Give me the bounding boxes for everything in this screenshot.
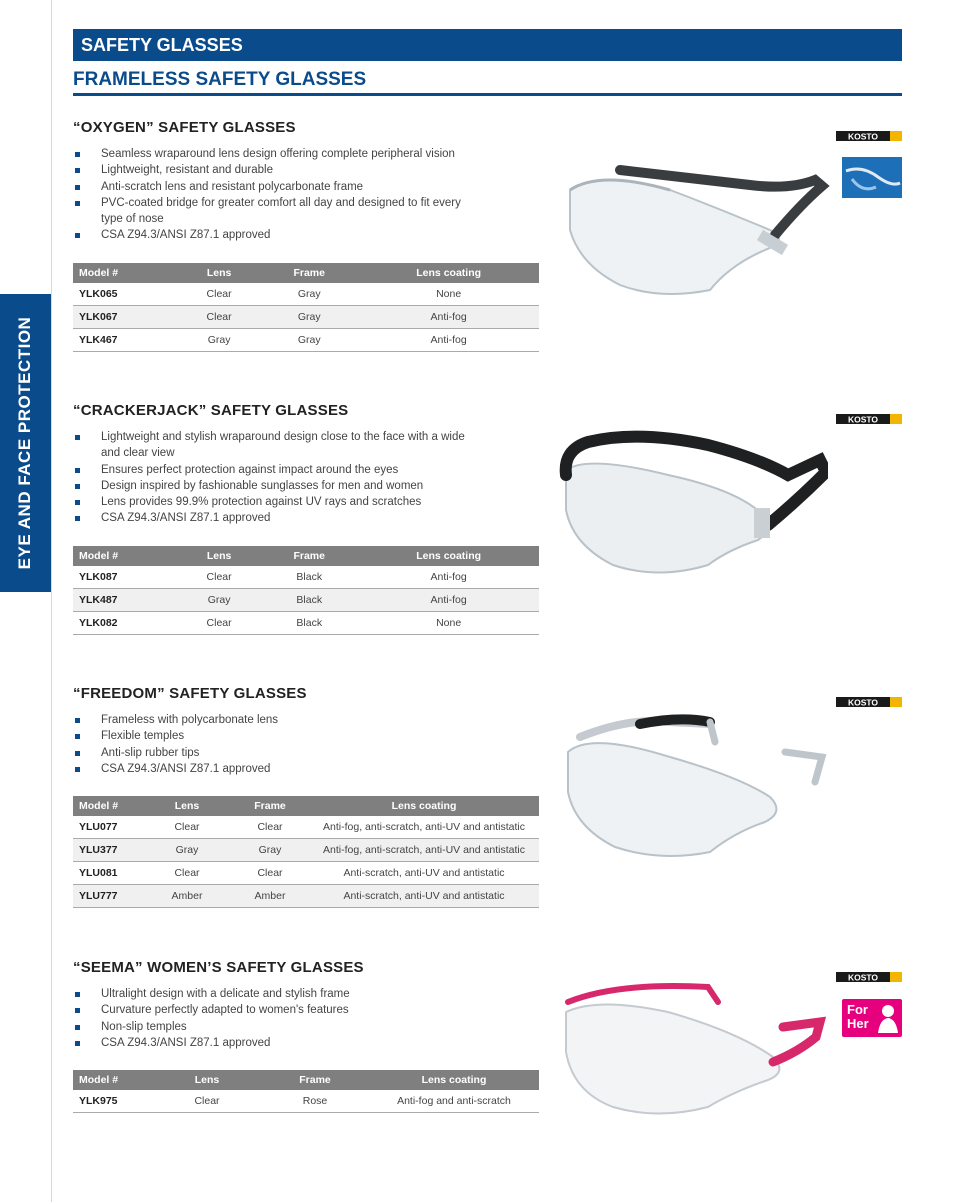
- cell-lens: Clear: [178, 612, 260, 635]
- column-header-model: Model #: [73, 263, 178, 283]
- column-header-coating: Lens coating: [369, 1070, 539, 1090]
- kosto-logo-text: KOSTO: [847, 131, 879, 141]
- feature-item: PVC-coated bridge for greater comfort all day and designed to fit every type of nose: [73, 195, 483, 228]
- column-header-model: Model #: [73, 796, 143, 816]
- product-title: “OXYGEN” SAFETY GLASSES: [73, 119, 296, 136]
- feature-item: Anti-slip rubber tips: [73, 745, 483, 761]
- sidebar: [0, 0, 52, 1202]
- table-row: [73, 839, 539, 862]
- column-header-lens: Lens: [178, 263, 260, 283]
- feature-item: CSA Z94.3/ANSI Z87.1 approved: [73, 227, 483, 243]
- feature-item: Ensures perfect protection against impact around the eyes: [73, 462, 473, 478]
- column-header-frame: Frame: [260, 546, 358, 566]
- cell-model: YLK975: [73, 1090, 153, 1113]
- woman-silhouette-icon: [876, 1003, 898, 1033]
- feature-list: [73, 429, 473, 527]
- sidebar-section-label: EYE AND FACE PROTECTION: [15, 316, 34, 570]
- cell-frame: Black: [260, 612, 358, 635]
- column-header-model: Model #: [73, 546, 178, 566]
- spec-table: [73, 263, 539, 352]
- cell-frame: Gray: [260, 283, 358, 306]
- spec-table: [73, 546, 539, 635]
- table-row: [73, 589, 539, 612]
- cell-frame: Gray: [260, 306, 358, 329]
- cell-lens: Gray: [143, 839, 231, 862]
- feature-item: Design inspired by fashionable sunglasses for men and women: [73, 478, 473, 494]
- feature-item: Ultralight design with a delicate and stylish frame: [73, 986, 483, 1002]
- table-header-row: [73, 546, 539, 566]
- column-header-frame: Frame: [231, 796, 309, 816]
- cell-model: YLK087: [73, 566, 178, 589]
- cell-model: YLU777: [73, 885, 143, 908]
- column-header-lens: Lens: [178, 546, 260, 566]
- cell-model: YLK467: [73, 329, 178, 352]
- table-header-row: [73, 796, 539, 816]
- cell-frame: Clear: [231, 816, 309, 839]
- crackerjack-glasses-image: [558, 430, 828, 580]
- cell-coating: Anti-scratch, anti-UV and antistatic: [309, 862, 539, 885]
- table-row: [73, 1090, 539, 1113]
- column-header-coating: Lens coating: [358, 263, 539, 283]
- product-title: “CRACKERJACK” SAFETY GLASSES: [73, 402, 349, 419]
- table-row: [73, 816, 539, 839]
- kosto-logo: [836, 414, 902, 424]
- wraparound-lens-icon: [842, 157, 902, 198]
- product-title: “SEEMA” WOMEN’S SAFETY GLASSES: [73, 959, 364, 976]
- kosto-logo: [836, 972, 902, 982]
- cell-coating: Anti-fog: [358, 566, 539, 589]
- cell-lens: Gray: [178, 589, 260, 612]
- feature-item: Lens provides 99.9% protection against UV rays and scratches: [73, 494, 473, 510]
- cell-coating: Anti-fog, anti-scratch, anti-UV and antistatic: [309, 816, 539, 839]
- for-her-label: For Her: [847, 1002, 869, 1031]
- cell-frame: Gray: [231, 839, 309, 862]
- spec-table: [73, 1070, 539, 1113]
- feature-item: CSA Z94.3/ANSI Z87.1 approved: [73, 761, 483, 777]
- feature-item: Lightweight, resistant and durable: [73, 162, 483, 178]
- cell-model: YLU081: [73, 862, 143, 885]
- cell-frame: Gray: [260, 329, 358, 352]
- feature-item: Non-slip temples: [73, 1019, 483, 1035]
- cell-lens: Gray: [178, 329, 260, 352]
- cell-lens: Clear: [178, 283, 260, 306]
- cell-model: YLK067: [73, 306, 178, 329]
- cell-model: YLK082: [73, 612, 178, 635]
- cell-coating: None: [358, 283, 539, 306]
- oxygen-glasses-image: [560, 160, 830, 300]
- page-subtitle: FRAMELESS SAFETY GLASSES: [73, 66, 902, 96]
- cell-model: YLK487: [73, 589, 178, 612]
- table-header-row: [73, 263, 539, 283]
- feature-item: Flexible temples: [73, 728, 483, 744]
- table-row: [73, 566, 539, 589]
- feature-item: CSA Z94.3/ANSI Z87.1 approved: [73, 1035, 483, 1051]
- feature-item: Curvature perfectly adapted to women's features: [73, 1002, 483, 1018]
- cell-model: YLU077: [73, 816, 143, 839]
- feature-item: Frameless with polycarbonate lens: [73, 712, 483, 728]
- table-row: [73, 885, 539, 908]
- cell-coating: Anti-fog: [358, 329, 539, 352]
- freedom-glasses-image: [560, 712, 830, 862]
- cell-model: YLK065: [73, 283, 178, 306]
- cell-lens: Clear: [178, 566, 260, 589]
- seema-glasses-image: [558, 982, 828, 1122]
- cell-coating: Anti-fog: [358, 589, 539, 612]
- cell-frame: Clear: [231, 862, 309, 885]
- feature-item: CSA Z94.3/ANSI Z87.1 approved: [73, 510, 473, 526]
- cell-coating: Anti-fog and anti-scratch: [369, 1090, 539, 1113]
- cell-lens: Clear: [153, 1090, 261, 1113]
- column-header-frame: Frame: [261, 1070, 369, 1090]
- cell-lens: Amber: [143, 885, 231, 908]
- spec-table: [73, 796, 539, 908]
- feature-item: Seamless wraparound lens design offering complete peripheral vision: [73, 146, 483, 162]
- cell-frame: Rose: [261, 1090, 369, 1113]
- cell-model: YLU377: [73, 839, 143, 862]
- column-header-coating: Lens coating: [358, 546, 539, 566]
- cell-coating: Anti-fog: [358, 306, 539, 329]
- column-header-coating: Lens coating: [309, 796, 539, 816]
- feature-list: [73, 146, 483, 244]
- sidebar-section-tab: [0, 294, 51, 592]
- kosto-logo-text: KOSTO: [847, 697, 879, 707]
- feature-item: Lightweight and stylish wraparound design close to the face with a wide and clear view: [73, 429, 473, 462]
- table-header-row: [73, 1070, 539, 1090]
- table-row: [73, 329, 539, 352]
- cell-coating: Anti-fog, anti-scratch, anti-UV and antistatic: [309, 839, 539, 862]
- column-header-lens: Lens: [143, 796, 231, 816]
- kosto-logo-text: KOSTO: [847, 414, 879, 424]
- table-row: [73, 612, 539, 635]
- feature-list: [73, 712, 483, 777]
- cell-lens: Clear: [143, 816, 231, 839]
- column-header-model: Model #: [73, 1070, 153, 1090]
- kosto-logo: [836, 697, 902, 707]
- cell-lens: Clear: [178, 306, 260, 329]
- column-header-frame: Frame: [260, 263, 358, 283]
- table-row: [73, 862, 539, 885]
- section-banner: SAFETY GLASSES: [73, 29, 902, 61]
- cell-lens: Clear: [143, 862, 231, 885]
- for-her-badge: [842, 999, 902, 1037]
- cell-coating: None: [358, 612, 539, 635]
- feature-item: Anti-scratch lens and resistant polycarbonate frame: [73, 179, 483, 195]
- kosto-logo: [836, 131, 902, 141]
- cell-frame: Amber: [231, 885, 309, 908]
- table-row: [73, 283, 539, 306]
- feature-list: [73, 986, 483, 1051]
- cell-frame: Black: [260, 589, 358, 612]
- kosto-logo-text: KOSTO: [847, 972, 879, 982]
- product-title: “FREEDOM” SAFETY GLASSES: [73, 685, 307, 702]
- cell-coating: Anti-scratch, anti-UV and antistatic: [309, 885, 539, 908]
- cell-frame: Black: [260, 566, 358, 589]
- table-row: [73, 306, 539, 329]
- column-header-lens: Lens: [153, 1070, 261, 1090]
